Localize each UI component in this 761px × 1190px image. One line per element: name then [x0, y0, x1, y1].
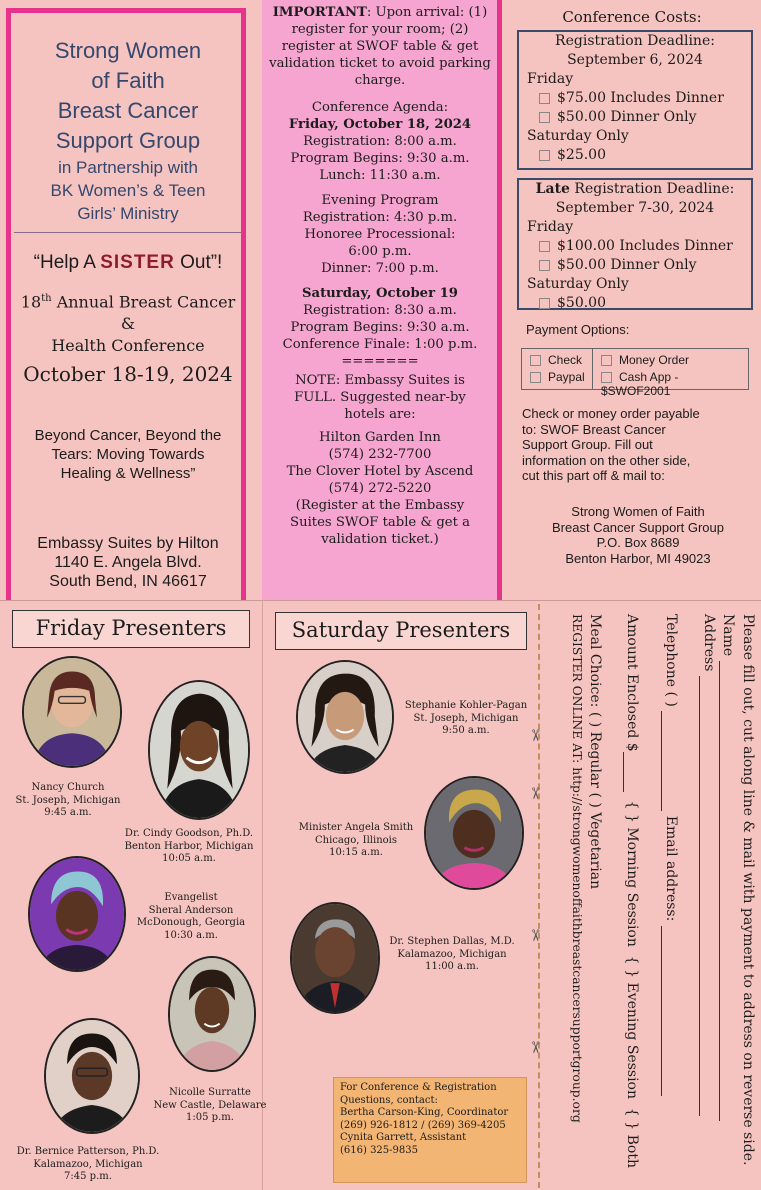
- presenter-caption: [6, 1146, 170, 1184]
- friday-agenda: [268, 99, 492, 184]
- partner-line: BK Women’s & Teen: [50, 181, 206, 200]
- caption-line: 7:45 p.m.: [64, 1171, 112, 1182]
- agenda-panel-border: [497, 0, 502, 600]
- cost-option-label: $50.00 Dinner Only: [557, 257, 697, 273]
- deadline-date: September 6, 2024: [567, 52, 703, 68]
- late-deadline-label: [519, 180, 751, 199]
- caption-line: Sheral Anderson: [148, 904, 234, 916]
- contact-line: For Conference & Registration: [340, 1082, 497, 1093]
- checkbox[interactable]: [530, 355, 541, 366]
- deadline-label: Registration Deadline:: [555, 33, 715, 49]
- friday-label: Friday: [527, 71, 574, 87]
- presenter-caption: [290, 822, 422, 860]
- payment-option[interactable]: [601, 353, 689, 367]
- org-title-line: Support Group: [55, 128, 201, 153]
- meal-regular-option[interactable]: ( ) Regular: [587, 711, 604, 788]
- saturday-agenda: [268, 285, 492, 370]
- org-title: [14, 36, 242, 156]
- payment-option[interactable]: [601, 370, 748, 398]
- checkbox[interactable]: [539, 260, 550, 271]
- caption-line: Dr. Cindy Goodson, Ph.D.: [124, 828, 254, 839]
- caption-line: Benton Harbor, Michigan: [124, 840, 254, 852]
- payment-options-title: Payment Options:: [526, 322, 630, 337]
- scissors-icon: ✂: [526, 1040, 546, 1055]
- caption-line: Evangelist: [164, 892, 218, 903]
- agenda-item: Conference Finale: 1:00 p.m.: [282, 337, 478, 352]
- friday-agenda-header: Friday, October 18, 2024: [288, 117, 472, 132]
- address-line: Breast Cancer Support Group: [552, 519, 724, 535]
- slogan: [14, 252, 242, 274]
- org-title-line: Breast Cancer: [57, 98, 199, 123]
- hotel-line: validation ticket.): [321, 532, 439, 547]
- cost-option[interactable]: [519, 89, 751, 108]
- note-line: to: SWOF Breast Cancer: [522, 421, 666, 437]
- note-line: Check or money order payable: [522, 406, 700, 421]
- hotel-line: (574) 232-7700: [328, 447, 432, 462]
- caption-line: Kalamazoo, Michigan: [397, 948, 507, 960]
- email-label: Email address:: [662, 815, 679, 922]
- form-instructions: Please fill out, cut along line & mail with payment to address on reverse side.: [740, 614, 756, 1166]
- presenter-photo: [44, 1018, 140, 1134]
- venue-line: 1140 E. Angela Blvd.: [54, 554, 202, 571]
- checkbox[interactable]: [539, 112, 550, 123]
- address-field[interactable]: [699, 614, 719, 1178]
- mailing-address: [522, 504, 754, 566]
- checkbox[interactable]: [530, 372, 541, 383]
- presenter-caption: [400, 700, 532, 738]
- hotel-line: (Register at the Embassy: [295, 498, 465, 513]
- evening-agenda: [268, 192, 492, 277]
- hotel-list: [268, 429, 492, 548]
- conf-ordinal-suffix: th: [41, 293, 52, 304]
- scissors-icon: ✂: [526, 728, 546, 743]
- deadline-date: September 7-30, 2024: [555, 200, 715, 216]
- agenda-item: Program Begins: 9:30 a.m.: [290, 320, 470, 335]
- checkbox[interactable]: [601, 372, 612, 383]
- address-line: Benton Harbor, MI 49023: [565, 550, 711, 566]
- agenda-item: Program Begins: 9:30 a.m.: [290, 151, 470, 166]
- theme-line: Beyond Cancer, Beyond the: [34, 427, 222, 444]
- slogan-emphasis: SISTER: [100, 252, 175, 273]
- note-line: Support Group. Fill out: [522, 437, 653, 452]
- check-payable-note: [522, 406, 754, 484]
- payment-options-table: [521, 348, 749, 398]
- theme-line: Healing & Wellness”: [60, 465, 196, 482]
- caption-line: Minister Angela Smith: [298, 822, 414, 833]
- email-input[interactable]: [661, 926, 681, 1096]
- caption-line: St. Joseph, Michigan: [15, 794, 121, 806]
- checkbox[interactable]: [539, 150, 550, 161]
- note-line: cut this part off & mail to:: [522, 468, 665, 483]
- contact-line: (269) 926-1812 / (269) 369-4205: [340, 1119, 506, 1131]
- agenda-item: Registration: 4:30 p.m.: [302, 210, 458, 225]
- amount-session-field[interactable]: [623, 614, 643, 1178]
- checkbox[interactable]: [601, 355, 612, 366]
- hotel-line: The Clover Hotel by Ascend: [286, 464, 474, 479]
- telephone-label: Telephone ( ): [662, 614, 679, 707]
- caption-line: 1:05 p.m.: [186, 1112, 234, 1123]
- name-input[interactable]: [719, 661, 739, 1121]
- evening-title: Evening Program: [321, 193, 439, 208]
- caption-line: 10:15 a.m.: [329, 847, 383, 858]
- contact-line: (616) 325-9835: [340, 1144, 418, 1156]
- slogan-pre: “Help A: [33, 252, 101, 273]
- cost-option[interactable]: [519, 108, 751, 127]
- agenda-item: Registration: 8:30 a.m.: [303, 303, 457, 318]
- presenter-photo: [296, 660, 394, 774]
- partner-line: in Partnership with: [58, 158, 198, 177]
- spacer: [642, 614, 661, 1178]
- org-title-line: Strong Women: [54, 38, 202, 63]
- presenter-photo: [290, 902, 380, 1014]
- address-line: Strong Women of Faith: [571, 504, 705, 519]
- costs-title: Conference Costs:: [562, 8, 702, 26]
- caption-line: Nicolle Surratte: [169, 1087, 251, 1098]
- agenda-content: [268, 4, 492, 548]
- checkbox[interactable]: [539, 93, 550, 104]
- caption-line: 9:50 a.m.: [442, 725, 490, 736]
- evening-session-option[interactable]: { } Evening Session: [624, 955, 641, 1100]
- payment-col: [593, 349, 748, 398]
- late-label: Late: [535, 181, 570, 197]
- agenda-item: Honoree Processional:: [304, 227, 456, 242]
- address-input[interactable]: [699, 676, 719, 1116]
- divider: [14, 232, 242, 233]
- address-line-2[interactable]: [681, 614, 700, 1178]
- checkbox[interactable]: [539, 298, 550, 309]
- conf-line: Annual Breast Cancer &: [51, 292, 236, 334]
- meal-vegetarian-option[interactable]: ( ) Vegetarian: [587, 792, 604, 890]
- register-online-link[interactable]: REGISTER ONLINE AT: http://strongwomenoffaithbreastcancersupportgroup.org: [569, 614, 584, 1123]
- telephone-input[interactable]: [661, 711, 681, 811]
- presenter-caption: [128, 892, 254, 942]
- name-field[interactable]: [719, 614, 739, 1178]
- amount-input[interactable]: [623, 752, 643, 792]
- caption-line: 11:00 a.m.: [425, 961, 479, 972]
- partner-line: Girls’ Ministry: [77, 204, 179, 223]
- venue-line: South Bend, IN 46617: [49, 573, 207, 590]
- conf-ordinal: 18: [20, 292, 42, 312]
- saturday-agenda-header: Saturday, October 19: [302, 286, 458, 301]
- caption-line: Kalamazoo, Michigan: [33, 1158, 143, 1170]
- caption-line: 10:05 a.m.: [162, 853, 216, 864]
- slogan-post: Out”!: [174, 252, 223, 273]
- scissors-icon: ✂: [526, 786, 546, 801]
- hotel-line: (574) 272-5220: [328, 481, 432, 496]
- payment-option-label: Cash App - $SWOF2001: [601, 370, 679, 398]
- payment-option-label: Check: [548, 353, 583, 367]
- section-divider: [0, 600, 761, 601]
- scissors-icon: ✂: [526, 928, 546, 943]
- agenda-item: Dinner: 7:00 p.m.: [321, 261, 439, 276]
- telephone-email-field[interactable]: [661, 614, 681, 1178]
- hotel-line: Suites SWOF table & get a: [290, 515, 470, 530]
- caption-line: McDonough, Georgia: [136, 917, 246, 928]
- presenter-caption: [148, 1087, 272, 1125]
- agenda-title: Conference Agenda:: [311, 100, 449, 115]
- registration-cost-box: [517, 30, 753, 170]
- payment-option-label: Paypal: [548, 370, 585, 384]
- presenter-photo: [424, 776, 524, 890]
- contact-line: Cynita Garrett, Assistant: [340, 1132, 467, 1143]
- caption-line: Dr. Bernice Patterson, Ph.D.: [16, 1146, 160, 1157]
- caption-line: 10:30 a.m.: [164, 929, 218, 941]
- theme-line: Tears: Moving Towards: [51, 446, 205, 463]
- org-title-line: of Faith: [91, 68, 165, 93]
- note-line: FULL. Suggested near-by: [294, 390, 466, 405]
- meal-choice-field[interactable]: [586, 614, 605, 1178]
- presenter-caption: [6, 782, 130, 820]
- amount-label: Amount Enclosed $: [624, 614, 641, 752]
- contact-line: Bertha Carson-King, Coordinator: [340, 1107, 509, 1118]
- presenter-photo: [22, 656, 122, 768]
- address-line: P.O. Box 8689: [596, 535, 680, 550]
- address-label: Address: [700, 614, 717, 672]
- presenter-photo: [28, 856, 126, 972]
- meal-label: Meal Choice:: [587, 614, 604, 708]
- payment-col: [522, 349, 593, 389]
- cost-option[interactable]: [519, 146, 751, 165]
- agenda-separator: =======: [341, 354, 419, 369]
- caption-line: Nancy Church: [31, 782, 105, 793]
- payment-option[interactable]: [530, 370, 585, 384]
- agenda-item: Lunch: 11:30 a.m.: [319, 168, 441, 183]
- cost-option-label: $25.00: [557, 147, 606, 163]
- saturday-label: Saturday Only: [527, 128, 629, 144]
- cost-option[interactable]: [519, 294, 751, 313]
- caption-line: 9:45 a.m.: [44, 807, 92, 818]
- note-line: information on the other side,: [522, 452, 691, 468]
- presenter-caption: [118, 828, 260, 866]
- saturday-label: Saturday Only: [527, 276, 629, 292]
- friday-label: Friday: [527, 219, 574, 235]
- registration-form: [540, 604, 761, 1188]
- payment-option-label: Money Order: [619, 353, 690, 367]
- cost-option-label: $75.00 Includes Dinner: [557, 90, 724, 106]
- cost-option[interactable]: [519, 256, 751, 275]
- caption-line: Stephanie Kohler-Pagan: [404, 700, 528, 711]
- caption-line: Chicago, Illinois: [315, 834, 397, 846]
- caption-line: Dr. Stephen Dallas, M.D.: [389, 936, 515, 947]
- caption-line: New Castle, Delaware: [153, 1099, 267, 1111]
- conference-theme: [14, 426, 242, 483]
- cost-option[interactable]: [519, 237, 751, 256]
- presenter-caption: [384, 936, 520, 974]
- conf-line: Health Conference: [51, 336, 205, 356]
- morning-session-option[interactable]: { } Morning Session: [624, 800, 641, 947]
- hotel-line: Hilton Garden Inn: [319, 430, 441, 445]
- agenda-item: Registration: 8:00 a.m.: [303, 134, 457, 149]
- payment-option[interactable]: [530, 353, 582, 367]
- name-label: Name: [720, 614, 737, 657]
- both-session-option[interactable]: { } Both: [624, 1107, 641, 1168]
- important-note: [268, 4, 492, 89]
- presenter-photo: [148, 680, 250, 820]
- partnership-text: [14, 156, 242, 225]
- contact-line: Questions, contact:: [340, 1094, 438, 1106]
- conference-name: [14, 288, 242, 357]
- friday-presenters-title: Friday Presenters: [12, 610, 250, 648]
- agenda-item: 6:00 p.m.: [348, 244, 412, 259]
- cost-option-label: $50.00: [557, 295, 606, 311]
- cost-option-label: $50.00 Dinner Only: [557, 109, 697, 125]
- saturday-presenters-title: Saturday Presenters: [275, 612, 527, 650]
- important-text: : Upon arrival: (1) register for your room; (2) register at SWOF table & get validation ticket to avoid parking charge.: [269, 5, 491, 88]
- venue-line: Embassy Suites by Hilton: [37, 535, 219, 552]
- conference-date: October 18-19, 2024: [23, 362, 233, 386]
- venue-address: [14, 534, 242, 591]
- spacer: [604, 614, 623, 1178]
- note-line: NOTE: Embassy Suites is: [295, 373, 465, 388]
- cost-option-label: $100.00 Includes Dinner: [557, 238, 733, 254]
- caption-line: St. Joseph, Michigan: [413, 712, 519, 724]
- presenter-photo: [168, 956, 256, 1072]
- late-registration-cost-box: [517, 178, 753, 310]
- contact-box: [333, 1077, 527, 1183]
- registration-form-content: [540, 604, 761, 1188]
- important-label: IMPORTANT: [272, 5, 367, 20]
- hotel-note: [268, 372, 492, 423]
- note-line: hotels are:: [344, 407, 416, 422]
- deadline-label: Registration Deadline:: [569, 181, 735, 197]
- checkbox[interactable]: [539, 241, 550, 252]
